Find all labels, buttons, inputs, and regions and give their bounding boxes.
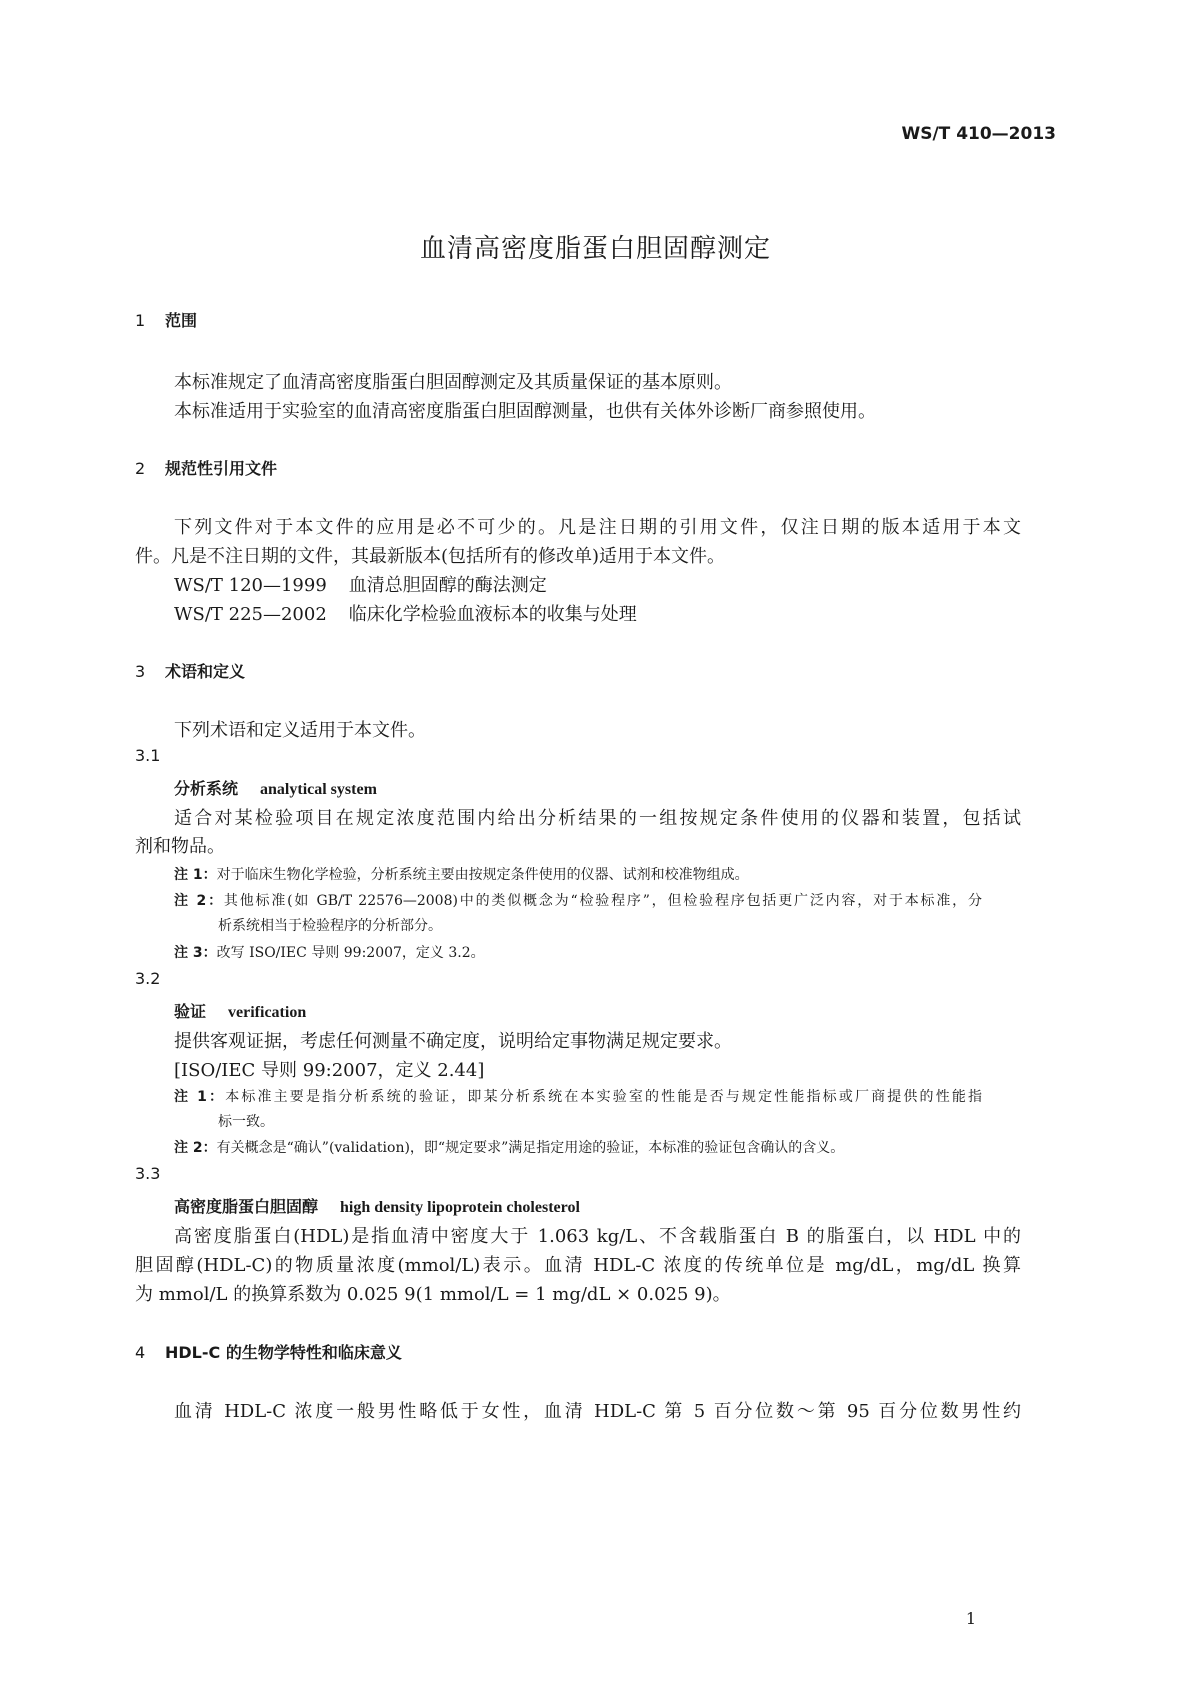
section-number: 1: [135, 311, 146, 330]
term-en: analytical system: [260, 781, 377, 798]
note-text: 改写 ISO/IEC 导则 99:2007，定义 3.2。: [216, 945, 485, 961]
note-label: 注 1：: [174, 1089, 226, 1105]
note: [174, 1137, 844, 1157]
subsection-number: 3.3: [135, 1164, 161, 1183]
section-title: HDL-C 的生物学特性和临床意义: [165, 1343, 402, 1362]
definition-continuation: 为 mmol/L 的换算系数为 0.025 9(1 mmol/L = 1 mg/dL × 0.025 9)。: [135, 1284, 731, 1305]
document-title: 血清高密度脂蛋白胆固醇测定: [419, 234, 771, 264]
definition: 高密度脂蛋白(HDL)是指血清中密度大于 1.063 kg/L、不含载脂蛋白 B 的脂蛋白，以 HDL 中的: [174, 1226, 1021, 1247]
subsection-number: 3.1: [135, 746, 161, 765]
paragraph: 本标准适用于实验室的血清高密度脂蛋白胆固醇测量，也供有关体外诊断厂商参照使用。: [174, 401, 876, 422]
term-en: high density lipoprotein cholesterol: [340, 1199, 580, 1216]
definition: 提供客观证据，考虑任何测量不确定度，说明给定事物满足规定要求。: [174, 1031, 732, 1052]
note-text: 本标准主要是指分析系统的验证，即某分析系统在本实验室的性能是否与规定性能指标或厂商提供的性能指: [225, 1089, 983, 1105]
subsection-number: 3.2: [135, 969, 161, 988]
note: [174, 942, 485, 962]
standard-code: WS/T 410—2013: [901, 124, 1056, 144]
term-en: verification: [228, 1004, 307, 1021]
paragraph: 血清 HDL-C 浓度一般男性略低于女性，血清 HDL-C 第 5 百分位数～第 95 百分位数男性约: [174, 1401, 1021, 1422]
section-title: 范围: [165, 311, 198, 330]
section-title: 规范性引用文件: [165, 459, 278, 478]
term-zh: 高密度脂蛋白胆固醇: [174, 1197, 319, 1216]
paragraph: 下列术语和定义适用于本文件。: [174, 720, 426, 741]
note: [174, 864, 749, 884]
section-4-heading: [135, 1340, 402, 1363]
note-continuation: 析系统相当于检验程序的分析部分。: [218, 918, 442, 934]
term-heading: [174, 999, 306, 1022]
paragraph-continuation: 件。凡是不注日期的文件，其最新版本(包括所有的修改单)适用于本文件。: [135, 546, 726, 567]
paragraph: 下列文件对于本文件的应用是必不可少的。凡是注日期的引用文件，仅注日期的版本适用于本文: [174, 517, 1021, 538]
page-number: 1: [965, 1609, 976, 1628]
definition: 适合对某检验项目在规定浓度范围内给出分析结果的一组按规定条件使用的仪器和装置，包括试: [174, 808, 1021, 829]
reference-item: [174, 600, 637, 626]
note: [174, 1086, 982, 1106]
section-2-heading: [135, 456, 277, 479]
definition-source: [ISO/IEC 导则 99:2007，定义 2.44]: [174, 1060, 485, 1081]
reference-code: WS/T 225—2002: [174, 604, 327, 625]
definition-continuation: 剂和物品。: [135, 836, 225, 857]
note-text: 其他标准(如 GB/T 22576—2008)中的类似概念为“检验程序”，但检验程序包括更广泛内容，对于本标准，分: [223, 893, 983, 909]
section-title: 术语和定义: [165, 662, 246, 681]
note-label: 注 3：: [174, 945, 217, 961]
section-number: 4: [135, 1343, 146, 1362]
note-label: 注 2：: [174, 893, 224, 909]
note-label: 注 1：: [174, 867, 217, 883]
section-number: 2: [135, 459, 146, 478]
reference-title: 血清总胆固醇的酶法测定: [348, 575, 547, 596]
section-1-heading: [135, 308, 197, 331]
definition-continuation: 胆固醇(HDL-C)的物质量浓度(mmol/L)表示。血清 HDL-C 浓度的传统单位是 mg/dL，mg/dL 换算: [135, 1255, 1021, 1276]
section-3-heading: [135, 659, 245, 682]
paragraph: 本标准规定了血清高密度脂蛋白胆固醇测定及其质量保证的基本原则。: [174, 372, 732, 393]
term-heading: [174, 776, 377, 799]
reference-code: WS/T 120—1999: [174, 575, 327, 596]
reference-title: 临床化学检验血液标本的收集与处理: [348, 604, 637, 625]
term-zh: 验证: [174, 1002, 207, 1021]
note-label: 注 2：: [174, 1140, 217, 1156]
section-number: 3: [135, 662, 146, 681]
note-text: 有关概念是“确认”(validation)，即“规定要求”满足指定用途的验证，本标准的验证包含确认的含义。: [216, 1140, 845, 1156]
note: [174, 890, 982, 910]
note-continuation: 标一致。: [218, 1114, 274, 1130]
note-text: 对于临床生物化学检验，分析系统主要由按规定条件使用的仪器、试剂和校准物组成。: [216, 867, 749, 883]
term-heading: [174, 1194, 580, 1217]
reference-item: [174, 571, 547, 597]
term-zh: 分析系统: [174, 779, 239, 798]
